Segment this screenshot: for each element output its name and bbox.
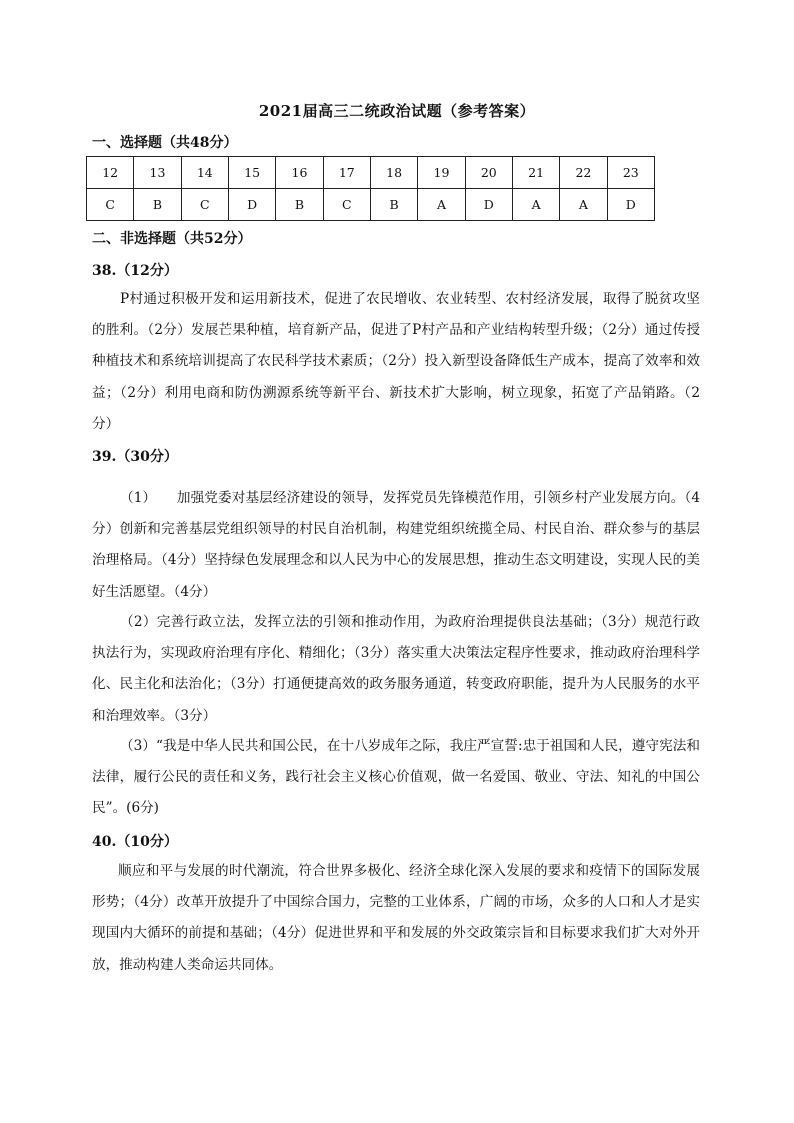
answer-cell: A: [560, 189, 607, 221]
question-number-cell: 15: [228, 157, 275, 189]
answer-row: [87, 189, 655, 221]
question-number-cell: 23: [607, 157, 654, 189]
answer-cell: A: [418, 189, 465, 221]
question-number-cell: 17: [323, 157, 370, 189]
answer-cell: D: [607, 189, 654, 221]
answer-cell: C: [87, 189, 134, 221]
question-40-answer: 顺应和平与发展的时代潮流，符合世界多极化、经济全球化深入发展的要求和疫情下的国际发展形势；（4分）改革开放提升了中国综合国力，完整的工业体系，广阔的市场，众多的人口和人才是实现国内大循环的前提和基础；（4分）促进世界和平和发展的外交政策宗旨和目标要求我们扩大对外开放，推动构建人类命运共同体。: [92, 863, 700, 973]
question-39-part-1-answer: （1） 加强党委对基层经济建设的领导，发挥党员先锋模范作用，引领乡村产业发展方向。（4分）创新和完善基层党组织领导的村民自治机制，构建党组织统揽全局、村民自治、群众参与的基层治理格局。（4分）坚持绿色发展理念和以人民为中心的发展思想，推动生态文明建设，实现人民的美好生活愿望。（4分）: [92, 490, 700, 600]
section-multiple-choice-heading: 一、选择题（共48分）: [92, 135, 238, 151]
question-number-cell: 13: [134, 157, 181, 189]
question-39-part-2-answer: （2）完善行政立法，发挥立法的引领和推动作用，为政府治理提供良法基础；（3分）规范行政执法行为，实现政府治理有序化、精细化；（3分）落实重大决策法定程序性要求，推动政府治理科学化、民主化和法治化；（3分）打通便捷高效的政务服务通道，转变政府职能，提升为人民服务的水平和治理效率。（3分）: [92, 614, 700, 724]
question-number-cell: 20: [465, 157, 512, 189]
answer-cell: B: [134, 189, 181, 221]
question-number-row: [87, 157, 655, 189]
question-39-heading: 39.（30分）: [92, 449, 178, 465]
question-39-part-3-answer: （3）“我是中华人民共和国公民，在十八岁成年之际，我庄严宣誓:忠于祖国和人民，遵守宪法和法律，履行公民的责任和义务，践行社会主义核心价值观，做一名爱国、敬业、守法、知礼的中国公民”。(6分): [92, 738, 700, 817]
question-40-heading: 40.（10分）: [92, 834, 178, 850]
question-38-answer: P村通过积极开发和运用新技术，促进了农民增收、农业转型、农村经济发展，取得了脱贫攻坚的胜利。（2分）发展芒果种植，培育新产品，促进了P村产品和产业结构转型升级；（2分）通过传授种植技术和系统培训提高了农民科学技术素质；（2分）投入新型设备降低生产成本，提高了效率和效益；（2分）利用电商和防伪溯源系统等新平台、新技术扩大影响，树立现象，拓宽了产品销路。（2分）: [92, 291, 700, 432]
answer-table: [86, 156, 655, 221]
answer-cell: C: [323, 189, 370, 221]
answer-cell: D: [228, 189, 275, 221]
section-free-response-heading: 二、非选择题（共52分）: [92, 231, 252, 247]
answer-cell: B: [276, 189, 323, 221]
document-title: 2021届高三二统政治试题（参考答案）: [258, 102, 536, 120]
answer-cell: D: [465, 189, 512, 221]
answer-cell: A: [512, 189, 559, 221]
question-number-cell: 18: [370, 157, 417, 189]
question-number-cell: 21: [512, 157, 559, 189]
answer-cell: C: [181, 189, 228, 221]
question-number-cell: 16: [276, 157, 323, 189]
question-number-cell: 19: [418, 157, 465, 189]
answer-cell: B: [370, 189, 417, 221]
question-number-cell: 12: [87, 157, 134, 189]
question-number-cell: 22: [560, 157, 607, 189]
question-38-heading: 38.（12分）: [92, 263, 178, 279]
question-number-cell: 14: [181, 157, 228, 189]
